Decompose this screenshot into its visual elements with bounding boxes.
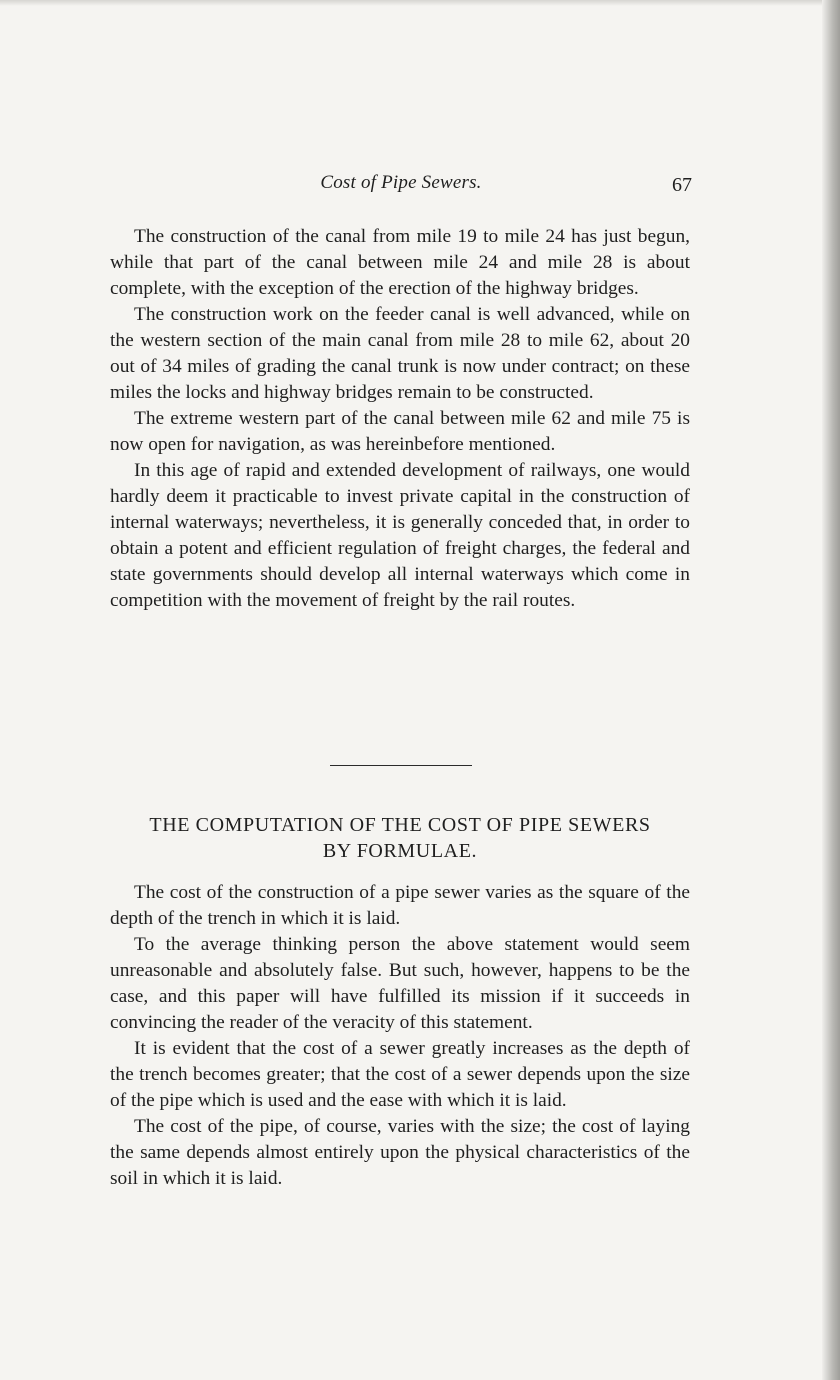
running-head bbox=[110, 172, 692, 204]
paragraph: The extreme western part of the canal between mile 62 and mile 75 is now open for navigation, as was hereinbefore mentioned. bbox=[110, 408, 690, 455]
paragraph: The construction work on the feeder canal is well advanced, while on the western section of the main canal from mile 28 to mile 62, about 20 out of 34 miles of grading the canal trunk is now under contract; on these miles the locks and highway bridges remain to be constructed. bbox=[110, 304, 690, 403]
page-edge-shadow bbox=[822, 0, 840, 1380]
paragraph: In this age of rapid and extended development of railways, one would hardly deem it practicable to invest private capital in the construction of internal waterways; nevertheless, it is generally conceded that, in order to obtain a potent and efficient regulation of freight charges, the federal and state governments should develop all internal waterways which come in competition with the movement of freight by the rail routes. bbox=[110, 460, 690, 611]
page-number: 67 bbox=[672, 174, 692, 196]
pipe-sewer-text-block bbox=[110, 880, 690, 1192]
paragraph: To the average thinking person the above statement would seem unreasonable and absolutely false. But such, however, happens to be the case, and this paper will have fulfilled its mission if it succeeds in convincing the reader of the veracity of this statement. bbox=[110, 934, 690, 1033]
section-heading bbox=[110, 812, 690, 864]
canal-text-block bbox=[110, 224, 690, 614]
paragraph: The cost of the construction of a pipe sewer varies as the square of the depth of the trench in which it is laid. bbox=[110, 882, 690, 929]
paragraph: It is evident that the cost of a sewer greatly increases as the depth of the trench becomes greater; that the cost of a sewer depends upon the size of the pipe which is used and the ease with which it is laid. bbox=[110, 1038, 690, 1111]
page-top-edge bbox=[0, 0, 840, 6]
running-title: Cost of Pipe Sewers. bbox=[320, 172, 482, 193]
paragraph: The cost of the pipe, of course, varies with the size; the cost of laying the same depends almost entirely upon the physical characteristics of the soil in which it is laid. bbox=[110, 1116, 690, 1189]
section-heading-line-2: BY FORMULAE. bbox=[322, 840, 478, 862]
section-heading-line-1: THE COMPUTATION OF THE COST OF PIPE SEWERS bbox=[149, 814, 651, 836]
section-separator-rule bbox=[330, 765, 472, 766]
paragraph: The construction of the canal from mile 19 to mile 24 has just begun, while that part of the canal between mile 24 and mile 28 is about complete, with the exception of the erection of the highway bridges. bbox=[110, 226, 690, 299]
